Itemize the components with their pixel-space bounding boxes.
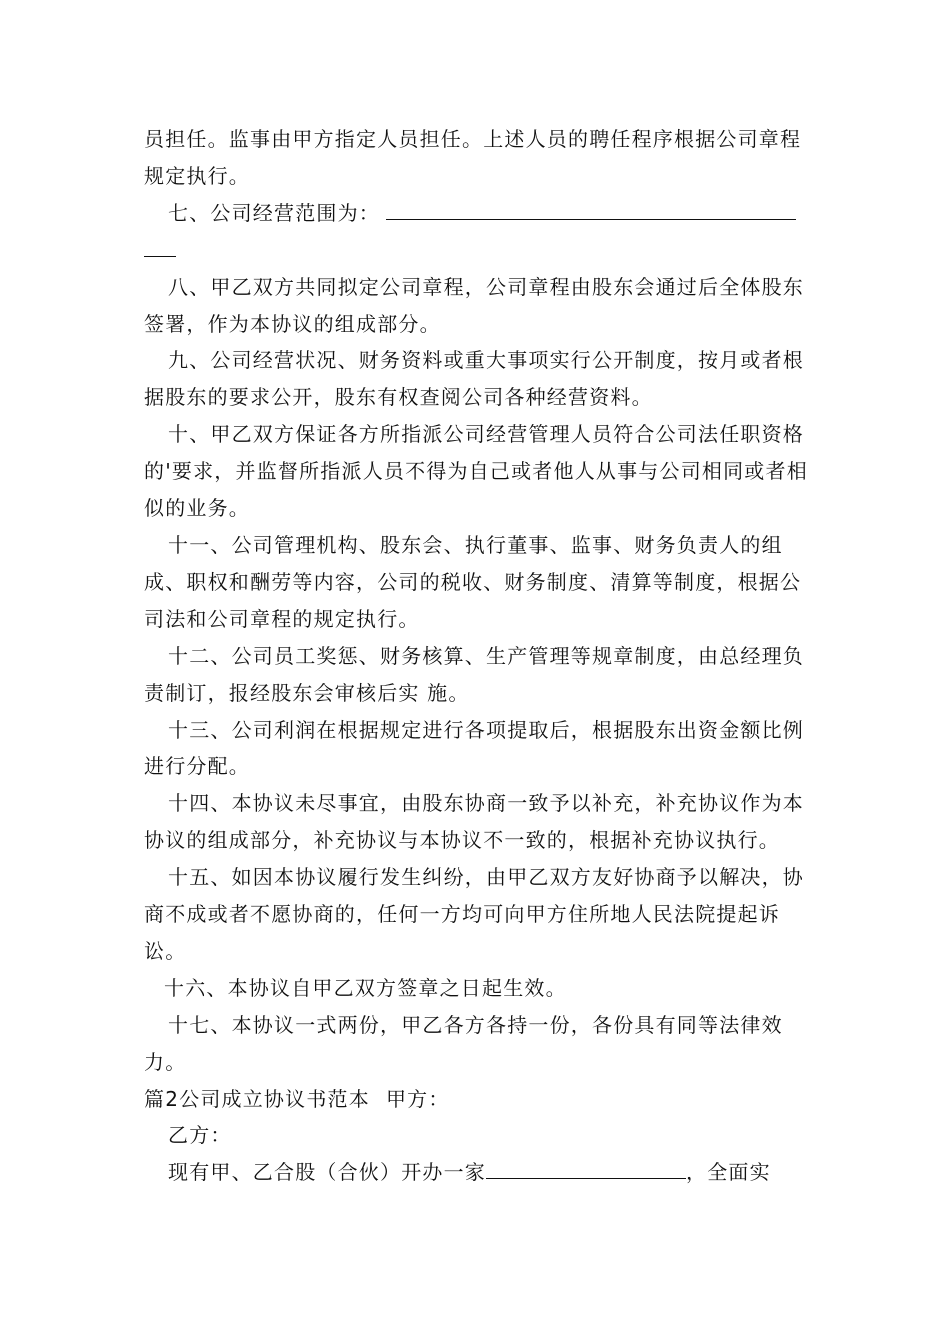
paragraph-profit: 十三、公司利润在根据规定进行各项提取后，根据股东出资金额比例进行分配。 — [144, 717, 804, 779]
document-body — [144, 121, 820, 1191]
business-scope-blank[interactable] — [386, 219, 796, 220]
section-title: 篇2公司成立协议书范本 — [144, 1086, 370, 1111]
business-scope-label: 七、公司经营范围为： — [168, 200, 380, 225]
paragraph-business-scope — [144, 195, 820, 269]
paragraph-dispute: 十五、如因本协议履行发生纠纷，由甲乙双方友好协商予以解决，协商不成或者不愿协商的，任何一方均可向甲方住所地人民法院提起诉讼。 — [144, 865, 804, 963]
partnership-text: 现有甲、乙合股（合伙）开办一家 — [168, 1160, 486, 1185]
paragraph-disclosure: 九、公司经营状况、财务资料或重大事项实行公开制度，按月或者根据股东的要求公开，股东有权查阅公司各种经营资料。 — [144, 348, 804, 410]
paragraph-copies: 十七、本协议一式两份，甲乙各方各持一份，各份具有同等法律效力。 — [144, 1012, 783, 1074]
section-heading — [144, 1081, 820, 1118]
paragraph-rules: 十二、公司员工奖惩、财务核算、生产管理等规章制度，由总经理负责制订，报经股东会审核后实 施。 — [144, 643, 804, 705]
paragraph-governance: 十一、公司管理机构、股东会、执行董事、监事、财务负责人的组成、职权和酬劳等内容，公司的税收、财务制度、清算等制度，根据公司法和公司章程的规定执行。 — [144, 532, 802, 631]
paragraph-partnership — [144, 1154, 820, 1191]
partnership-text-end: ，全面实 — [686, 1160, 771, 1185]
paragraph-effective: 十六、本协议自甲乙双方签章之日起生效。 — [164, 975, 567, 1000]
company-name-blank[interactable] — [486, 1178, 686, 1179]
paragraph-supplement: 十四、本协议未尽事宜，由股东协商一致予以补充，补充协议作为本协议的组成部分，补充协议与本协议不一致的，根据补充协议执行。 — [144, 791, 804, 853]
party-b-label: 乙方： — [168, 1123, 232, 1148]
party-a-label: 甲方： — [385, 1086, 450, 1111]
business-scope-blank-continued[interactable] — [144, 256, 176, 257]
paragraph-articles: 八、甲乙双方共同拟定公司章程，公司章程由股东会通过后全体股东签署，作为本协议的组成部分。 — [144, 274, 804, 336]
paragraph-management-qualification: 十、甲乙双方保证各方所指派公司经营管理人员符合公司法任职资格的'要求，并监督所指派人员不得为自己或者他人从事与公司相同或者相似的业务。 — [144, 422, 808, 521]
paragraph-supervisor: 员担任。监事由甲方指定人员担任。上述人员的聘任程序根据公司章程规定执行。 — [144, 127, 802, 188]
